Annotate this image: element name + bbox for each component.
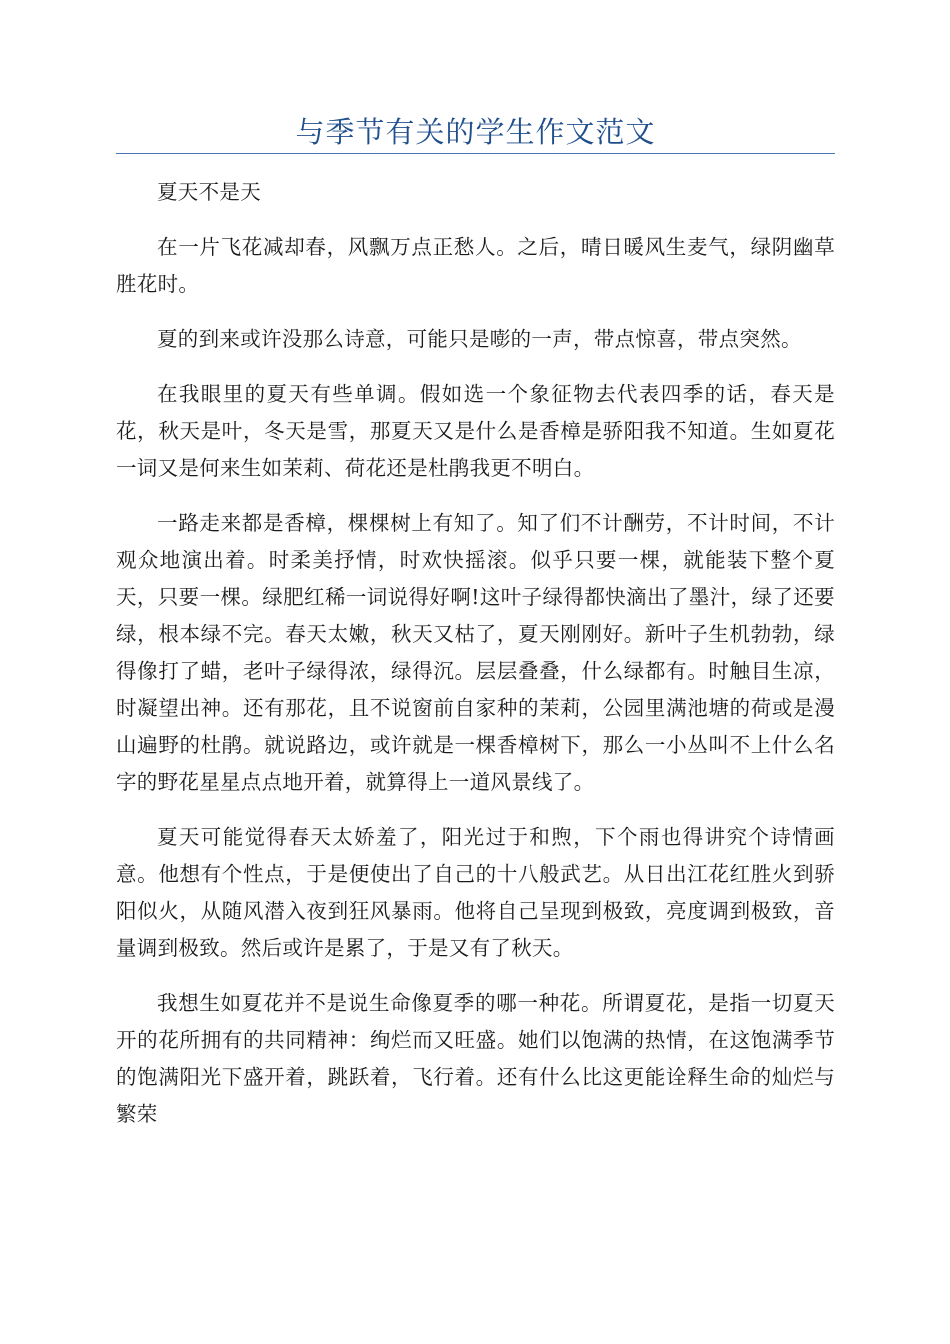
paragraph: 在一片飞花减却春，风飘万点正愁人。之后，晴日暖风生麦气，绿阴幽草胜花时。 <box>116 235 835 296</box>
paragraph: 我想生如夏花并不是说生命像夏季的哪一种花。所谓夏花，是指一切夏天开的花所拥有的共同精神：绚烂而又旺盛。她们以饱满的热情，在这饱满季节的饱满阳光下盛开着，跳跃着，飞行着。还有什么比这更能诠释生命的灿烂与繁荣 <box>116 991 835 1126</box>
document-title: 与季节有关的学生作文范文 <box>295 115 656 149</box>
paragraph-subtitle: 夏天不是天 <box>157 180 261 204</box>
paragraph: 夏的到来或许没那么诗意，可能只是嘭的一声，带点惊喜，带点突然。 <box>157 327 802 351</box>
document-body <box>116 174 835 1133</box>
paragraph: 在我眼里的夏天有些单调。假如选一个象征物去代表四季的话，春天是花，秋天是叶，冬天是雪，那夏天又是什么是香樟是骄阳我不知道。生如夏花一词又是何来生如茉莉、荷花还是杜鹃我更不明白。 <box>116 382 835 480</box>
title-underline <box>116 153 835 154</box>
paragraph: 一路走来都是香樟，棵棵树上有知了。知了们不计酬劳，不计时间，不计观众地演出着。时柔美抒情，时欢快摇滚。似乎只要一棵，就能装下整个夏天，只要一棵。绿肥红稀一词说得好啊!这叶子绿得都快滴出了墨汁，绿了还要绿，根本绿不完。春天太嫩，秋天又枯了，夏天刚刚好。新叶子生机勃勃，绿得像打了蜡，老叶子绿得浓，绿得沉。层层叠叠，什么绿都有。时触目生凉，时凝望出神。还有那花，且不说窗前自家种的茉莉，公园里满池塘的荷或是漫山遍野的杜鹃。就说路边，或许就是一棵香樟树下，那么一小丛叫不上什么名字的野花星星点点地开着，就算得上一道风景线了。 <box>116 511 835 794</box>
paragraph: 夏天可能觉得春天太娇羞了，阳光过于和煦，下个雨也得讲究个诗情画意。他想有个性点，于是便使出了自己的十八般武艺。从日出江花红胜火到骄阳似火，从随风潜入夜到狂风暴雨。他将自己呈现到极致，亮度调到极致，音量调到极致。然后或许是累了，于是又有了秋天。 <box>116 825 835 960</box>
document-page <box>116 0 835 1151</box>
